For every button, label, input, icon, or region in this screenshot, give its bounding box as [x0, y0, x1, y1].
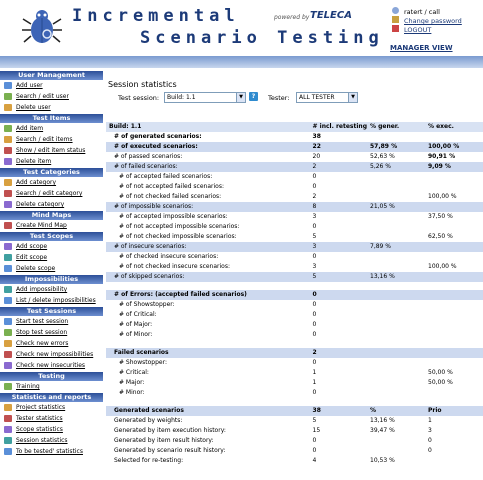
row-value: 5 — [310, 272, 367, 282]
sidebar-item[interactable] — [0, 134, 103, 145]
row-value: 0 — [312, 447, 317, 454]
row-label: # of not accepted impossible scenarios: — [119, 223, 240, 230]
row-value — [367, 398, 425, 406]
table-row — [106, 358, 483, 368]
menu-item-icon — [4, 318, 12, 325]
row-label: Build: 1.1 — [106, 122, 310, 132]
row-label: # of accepted failed scenarios: — [119, 173, 213, 180]
row-value: 0 — [312, 321, 317, 328]
test-session-value: Build: 1.1 — [167, 94, 196, 101]
app-title-line1: Incremental — [72, 6, 240, 26]
sidebar-item[interactable] — [0, 188, 103, 199]
menu-item-icon — [4, 340, 12, 347]
row-value — [310, 282, 367, 290]
chevron-down-icon: ▼ — [348, 93, 357, 102]
row-value: 2 — [310, 162, 367, 172]
tester-select[interactable] — [296, 92, 358, 103]
table-row — [106, 310, 483, 320]
table-row — [106, 182, 483, 192]
sidebar-item-label: Check new errors — [16, 340, 69, 347]
row-label: # of Major: — [119, 321, 153, 328]
test-session-select[interactable] — [164, 92, 246, 103]
row-value: 0 — [428, 447, 432, 454]
row-value — [367, 348, 425, 358]
row-value: 0 — [310, 290, 367, 300]
sidebar-item[interactable] — [0, 102, 103, 113]
table-row — [106, 252, 483, 262]
sidebar-item-label: Edit scope — [16, 254, 48, 261]
header-separator — [0, 56, 483, 68]
row-value: 0 — [312, 311, 317, 318]
row-value: 50,00 % — [428, 379, 453, 386]
row-label: # Critical: — [119, 369, 149, 376]
table-row — [106, 282, 483, 290]
header — [0, 0, 483, 56]
row-value: 52,63 % — [370, 153, 395, 160]
row-value: 100,00 % — [428, 263, 457, 270]
sidebar-item[interactable] — [0, 284, 103, 295]
table-row — [106, 152, 483, 162]
row-value: 37,50 % — [428, 213, 453, 220]
row-value — [367, 388, 425, 398]
row-label: # of failed scenarios: — [106, 162, 310, 172]
row-value — [310, 398, 367, 406]
table-row — [106, 192, 483, 202]
menu-item-icon — [4, 136, 12, 143]
sidebar-section-header: Test Categories — [0, 167, 103, 177]
row-value: 100,00 % — [425, 142, 483, 152]
manager-view-link[interactable]: MANAGER VIEW — [390, 44, 453, 52]
row-value: Prio — [425, 406, 483, 416]
sidebar-item-label: Session statistics — [16, 437, 68, 444]
sidebar-item-label: Add item — [16, 125, 44, 132]
row-value — [425, 242, 483, 252]
sidebar-section-header: Test Scopes — [0, 231, 103, 241]
row-label: # of passed scenarios: — [114, 153, 183, 160]
sidebar-item[interactable] — [0, 91, 103, 102]
row-value — [425, 310, 483, 320]
sidebar-item-label: Add impossibility — [16, 286, 68, 293]
sidebar-item-label: Start test session — [16, 318, 69, 325]
table-row — [106, 330, 483, 340]
sidebar-item[interactable] — [0, 327, 103, 338]
menu-item-icon — [4, 329, 12, 336]
row-label: Generated by scenario result history: — [114, 447, 226, 454]
sidebar-item-label: Project statistics — [16, 404, 66, 411]
row-value — [367, 212, 425, 222]
row-value — [425, 252, 483, 262]
sidebar-item-label: Add category — [16, 179, 57, 186]
sidebar-item[interactable] — [0, 220, 103, 231]
menu-item-icon — [4, 383, 12, 390]
menu-item-icon — [4, 362, 12, 369]
sidebar-item[interactable] — [0, 360, 103, 371]
sidebar-item-label: Search / edit user — [16, 93, 69, 100]
table-row — [106, 320, 483, 330]
sidebar-item[interactable] — [0, 145, 103, 156]
sidebar-item[interactable] — [0, 446, 103, 457]
menu-item-icon — [4, 93, 12, 100]
table-row — [106, 142, 483, 152]
table-row — [106, 388, 483, 398]
row-value — [425, 456, 483, 466]
row-value: 1 — [428, 417, 432, 424]
menu-item-icon — [4, 158, 12, 165]
row-value — [367, 172, 425, 182]
row-value: 3 — [312, 263, 317, 270]
row-value: 0 — [312, 301, 317, 308]
sidebar-item[interactable] — [0, 123, 103, 134]
table-row — [106, 348, 483, 358]
row-value: 0 — [312, 253, 317, 260]
row-value: 22 — [310, 142, 367, 152]
sidebar-item[interactable] — [0, 316, 103, 327]
table-row — [106, 368, 483, 378]
row-value: 0 — [312, 389, 317, 396]
sidebar-item[interactable] — [0, 413, 103, 424]
row-value: 20 — [312, 153, 321, 160]
table-row — [106, 242, 483, 252]
table-row — [106, 212, 483, 222]
menu-item-icon — [4, 351, 12, 358]
row-value: 0 — [312, 437, 317, 444]
bug-logo-icon — [22, 8, 62, 46]
user-name: ratert / call — [404, 8, 440, 16]
menu-item-icon — [4, 254, 12, 261]
table-row — [106, 398, 483, 406]
row-value: 0 — [312, 331, 317, 338]
table-row — [106, 426, 483, 436]
row-label: # of not checked insecure scenarios: — [119, 263, 230, 270]
menu-item-icon — [4, 297, 12, 304]
sidebar-item-label: Create Mind Map — [16, 222, 67, 229]
row-value: 7,89 % — [367, 242, 425, 252]
table-row — [106, 416, 483, 426]
row-label: # of accepted impossible scenarios: — [119, 213, 228, 220]
sidebar-item-label: Check new impossibilities — [16, 351, 94, 358]
table-row — [106, 272, 483, 282]
row-value — [425, 358, 483, 368]
menu-item-icon — [4, 265, 12, 272]
row-value: 3 — [428, 427, 432, 434]
sidebar-section-header: User Management — [0, 70, 103, 80]
row-value — [425, 202, 483, 212]
row-value — [425, 388, 483, 398]
row-value — [367, 192, 425, 202]
row-label — [106, 282, 310, 290]
app-title-line2: Scenario Testing — [140, 28, 384, 48]
row-label: Selected for re-testing: — [114, 457, 184, 464]
row-value: 39,47 % — [370, 427, 395, 434]
row-value — [425, 300, 483, 310]
menu-item-icon — [4, 125, 12, 132]
table-row — [106, 406, 483, 416]
menu-item-icon — [4, 222, 12, 229]
table-row — [106, 122, 483, 132]
sidebar-section-header: Test Sessions — [0, 306, 103, 316]
row-value: 1 — [312, 379, 317, 386]
row-value: 0 — [312, 223, 317, 230]
sidebar-item[interactable] — [0, 349, 103, 360]
sidebar-item[interactable] — [0, 435, 103, 446]
row-label: # of Critical: — [119, 311, 157, 318]
sidebar-section-header: Statistics and reports — [0, 392, 103, 402]
menu-item-icon — [4, 415, 12, 422]
chevron-down-icon: ▼ — [236, 93, 245, 102]
row-value — [425, 330, 483, 340]
sidebar-item[interactable] — [0, 424, 103, 435]
row-value: 2 — [310, 348, 367, 358]
table-row — [106, 436, 483, 446]
row-value: 3 — [310, 242, 367, 252]
row-label: Generated by weights: — [114, 417, 183, 424]
table-row — [106, 202, 483, 212]
row-value — [367, 340, 425, 348]
sidebar-item-label: Stop test session — [16, 329, 68, 336]
row-value — [425, 172, 483, 182]
menu-item-icon — [4, 286, 12, 293]
row-value: # incl. retesting — [310, 122, 367, 132]
row-value — [367, 300, 425, 310]
row-value — [367, 182, 425, 192]
row-value — [367, 368, 425, 378]
sidebar-section-header: Testing — [0, 371, 103, 381]
row-value — [367, 222, 425, 232]
row-value: 5 — [312, 233, 317, 240]
menu-item-icon — [4, 448, 12, 455]
row-value: 90,91 % — [428, 153, 456, 160]
sidebar-item[interactable] — [0, 402, 103, 413]
sidebar-section-header: Mind Maps — [0, 210, 103, 220]
user-icon — [392, 7, 399, 14]
sidebar-section-header: Test Items — [0, 113, 103, 123]
table-row — [106, 162, 483, 172]
sidebar-section-header: Impossibilities — [0, 274, 103, 284]
row-value: 10,53 % — [370, 457, 395, 464]
row-label: # of Minor: — [119, 331, 153, 338]
help-icon[interactable]: ? — [249, 92, 258, 101]
menu-item-icon — [4, 243, 12, 250]
row-label: # of generated scenarios: — [114, 133, 202, 140]
row-value: 13,16 % — [370, 417, 395, 424]
row-label — [106, 340, 310, 348]
row-value: 5,26 % — [367, 162, 425, 172]
row-value — [310, 340, 367, 348]
sidebar-item-label: Search / edit items — [16, 136, 73, 143]
row-value: 38 — [310, 406, 367, 416]
row-value: 5 — [312, 417, 317, 424]
row-value: 62,50 % — [428, 233, 453, 240]
row-value — [367, 310, 425, 320]
row-value: 57,89 % — [367, 142, 425, 152]
menu-item-icon — [4, 404, 12, 411]
table-row — [106, 232, 483, 242]
sidebar-item[interactable] — [0, 177, 103, 188]
menu-item-icon — [4, 104, 12, 111]
table-row — [106, 262, 483, 272]
sidebar-item-label: Scope statistics — [16, 426, 63, 433]
sidebar-item-label: Delete scope — [16, 265, 56, 272]
table-row — [106, 300, 483, 310]
brand-logo: TELECA — [310, 10, 352, 21]
row-label: Failed scenarios — [106, 348, 310, 358]
row-value — [425, 182, 483, 192]
sidebar-item-label: Delete user — [16, 104, 51, 111]
row-value — [367, 282, 425, 290]
row-label: # of not checked failed scenarios: — [119, 193, 222, 200]
table-row — [106, 456, 483, 466]
row-value: 0 — [312, 173, 317, 180]
row-label: # of executed scenarios: — [106, 142, 310, 152]
row-label: # Minor: — [119, 389, 145, 396]
row-label — [106, 398, 310, 406]
row-value: % — [367, 406, 425, 416]
row-value — [425, 222, 483, 232]
row-value — [425, 132, 483, 142]
powered-by-text: powered by — [274, 14, 310, 21]
page-title: Session statistics — [108, 80, 177, 89]
row-label: # of Showstopper: — [119, 301, 175, 308]
sidebar-item[interactable] — [0, 295, 103, 306]
row-value: 38 — [312, 133, 321, 140]
sidebar-item-label: Add user — [16, 82, 43, 89]
sidebar-item[interactable] — [0, 381, 103, 392]
row-value: % exec. — [425, 122, 483, 132]
row-value — [425, 320, 483, 330]
row-value: 3 — [312, 213, 317, 220]
row-value — [367, 132, 425, 142]
sidebar-item-label: List / delete impossibilities — [16, 297, 96, 304]
row-value — [367, 330, 425, 340]
row-value — [425, 290, 483, 300]
row-value — [367, 358, 425, 368]
menu-item-icon — [4, 426, 12, 433]
sidebar-item-label: Search / edit category — [16, 190, 83, 197]
row-value: 8 — [310, 202, 367, 212]
change-password-link[interactable]: Change password — [404, 17, 462, 25]
test-session-label: Test session: — [118, 94, 160, 102]
row-value — [367, 320, 425, 330]
row-value: 0 — [312, 359, 317, 366]
row-label: # of impossible scenarios: — [106, 202, 310, 212]
menu-item-icon — [4, 190, 12, 197]
row-label: # Showstopper: — [119, 359, 167, 366]
row-value: 1 — [312, 369, 317, 376]
row-value: % gener. — [367, 122, 425, 132]
row-label: Generated scenarios — [106, 406, 310, 416]
sidebar-item-label: Show / edit item status — [16, 147, 86, 154]
sidebar-item-label: Delete category — [16, 201, 65, 208]
table-row — [106, 378, 483, 388]
sidebar-item[interactable] — [0, 252, 103, 263]
row-value — [425, 340, 483, 348]
sidebar-item-label: Add scope — [16, 243, 48, 250]
row-value: 15 — [312, 427, 321, 434]
row-label: # of skipped scenarios: — [106, 272, 310, 282]
table-row — [106, 340, 483, 348]
sidebar-item-label: To be tested' statistics — [16, 448, 83, 455]
tester-value: ALL TESTER — [299, 94, 335, 101]
row-value — [425, 348, 483, 358]
row-value — [367, 262, 425, 272]
row-value: 2 — [312, 193, 317, 200]
row-value: 0 — [428, 437, 432, 444]
row-label: # of checked insecure scenarios: — [119, 253, 219, 260]
sidebar-item[interactable] — [0, 199, 103, 210]
row-label: # Major: — [119, 379, 145, 386]
tester-label: Tester: — [268, 94, 290, 102]
row-label: # of not accepted failed scenarios: — [119, 183, 224, 190]
table-row — [106, 222, 483, 232]
statistics-table — [106, 122, 483, 466]
menu-item-icon — [4, 82, 12, 89]
row-value — [425, 272, 483, 282]
menu-item-icon — [4, 179, 12, 186]
row-value: 9,09 % — [425, 162, 483, 172]
row-value: 4 — [312, 457, 317, 464]
row-value — [367, 252, 425, 262]
logout-link[interactable]: LOGOUT — [404, 26, 432, 34]
table-row — [106, 446, 483, 456]
table-row — [106, 132, 483, 142]
sidebar-item-label: Tester statistics — [16, 415, 63, 422]
row-label: # of not checked impossible scenarios: — [119, 233, 237, 240]
row-label: # of insecure scenarios: — [106, 242, 310, 252]
sidebar-item-label: Delete item — [16, 158, 52, 165]
table-row — [106, 172, 483, 182]
sidebar — [0, 70, 103, 480]
sidebar-item[interactable] — [0, 156, 103, 167]
table-row — [106, 290, 483, 300]
row-label: Generated by item execution history: — [114, 427, 226, 434]
row-value — [367, 232, 425, 242]
row-value: 13,16 % — [367, 272, 425, 282]
row-label: # of Errors: (accepted failed scenarios) — [106, 290, 310, 300]
main-content — [106, 70, 483, 480]
key-icon — [392, 16, 399, 23]
row-value — [367, 446, 425, 456]
row-value — [367, 436, 425, 446]
sidebar-item-label: Check new insecurities — [16, 362, 86, 369]
menu-item-icon — [4, 201, 12, 208]
sidebar-item-label: Training — [16, 383, 40, 390]
menu-item-icon — [4, 147, 12, 154]
row-value — [367, 290, 425, 300]
sidebar-item[interactable] — [0, 80, 103, 91]
sidebar-item[interactable] — [0, 338, 103, 349]
menu-item-icon — [4, 437, 12, 444]
logout-icon — [392, 25, 399, 32]
row-value: 21,05 % — [367, 202, 425, 212]
row-value: 100,00 % — [428, 193, 457, 200]
row-value: 50,00 % — [428, 369, 453, 376]
sidebar-item[interactable] — [0, 263, 103, 274]
row-value — [367, 378, 425, 388]
row-value — [425, 282, 483, 290]
row-label: Generated by item result history: — [114, 437, 214, 444]
row-value — [425, 398, 483, 406]
row-value: 0 — [312, 183, 317, 190]
sidebar-item[interactable] — [0, 241, 103, 252]
